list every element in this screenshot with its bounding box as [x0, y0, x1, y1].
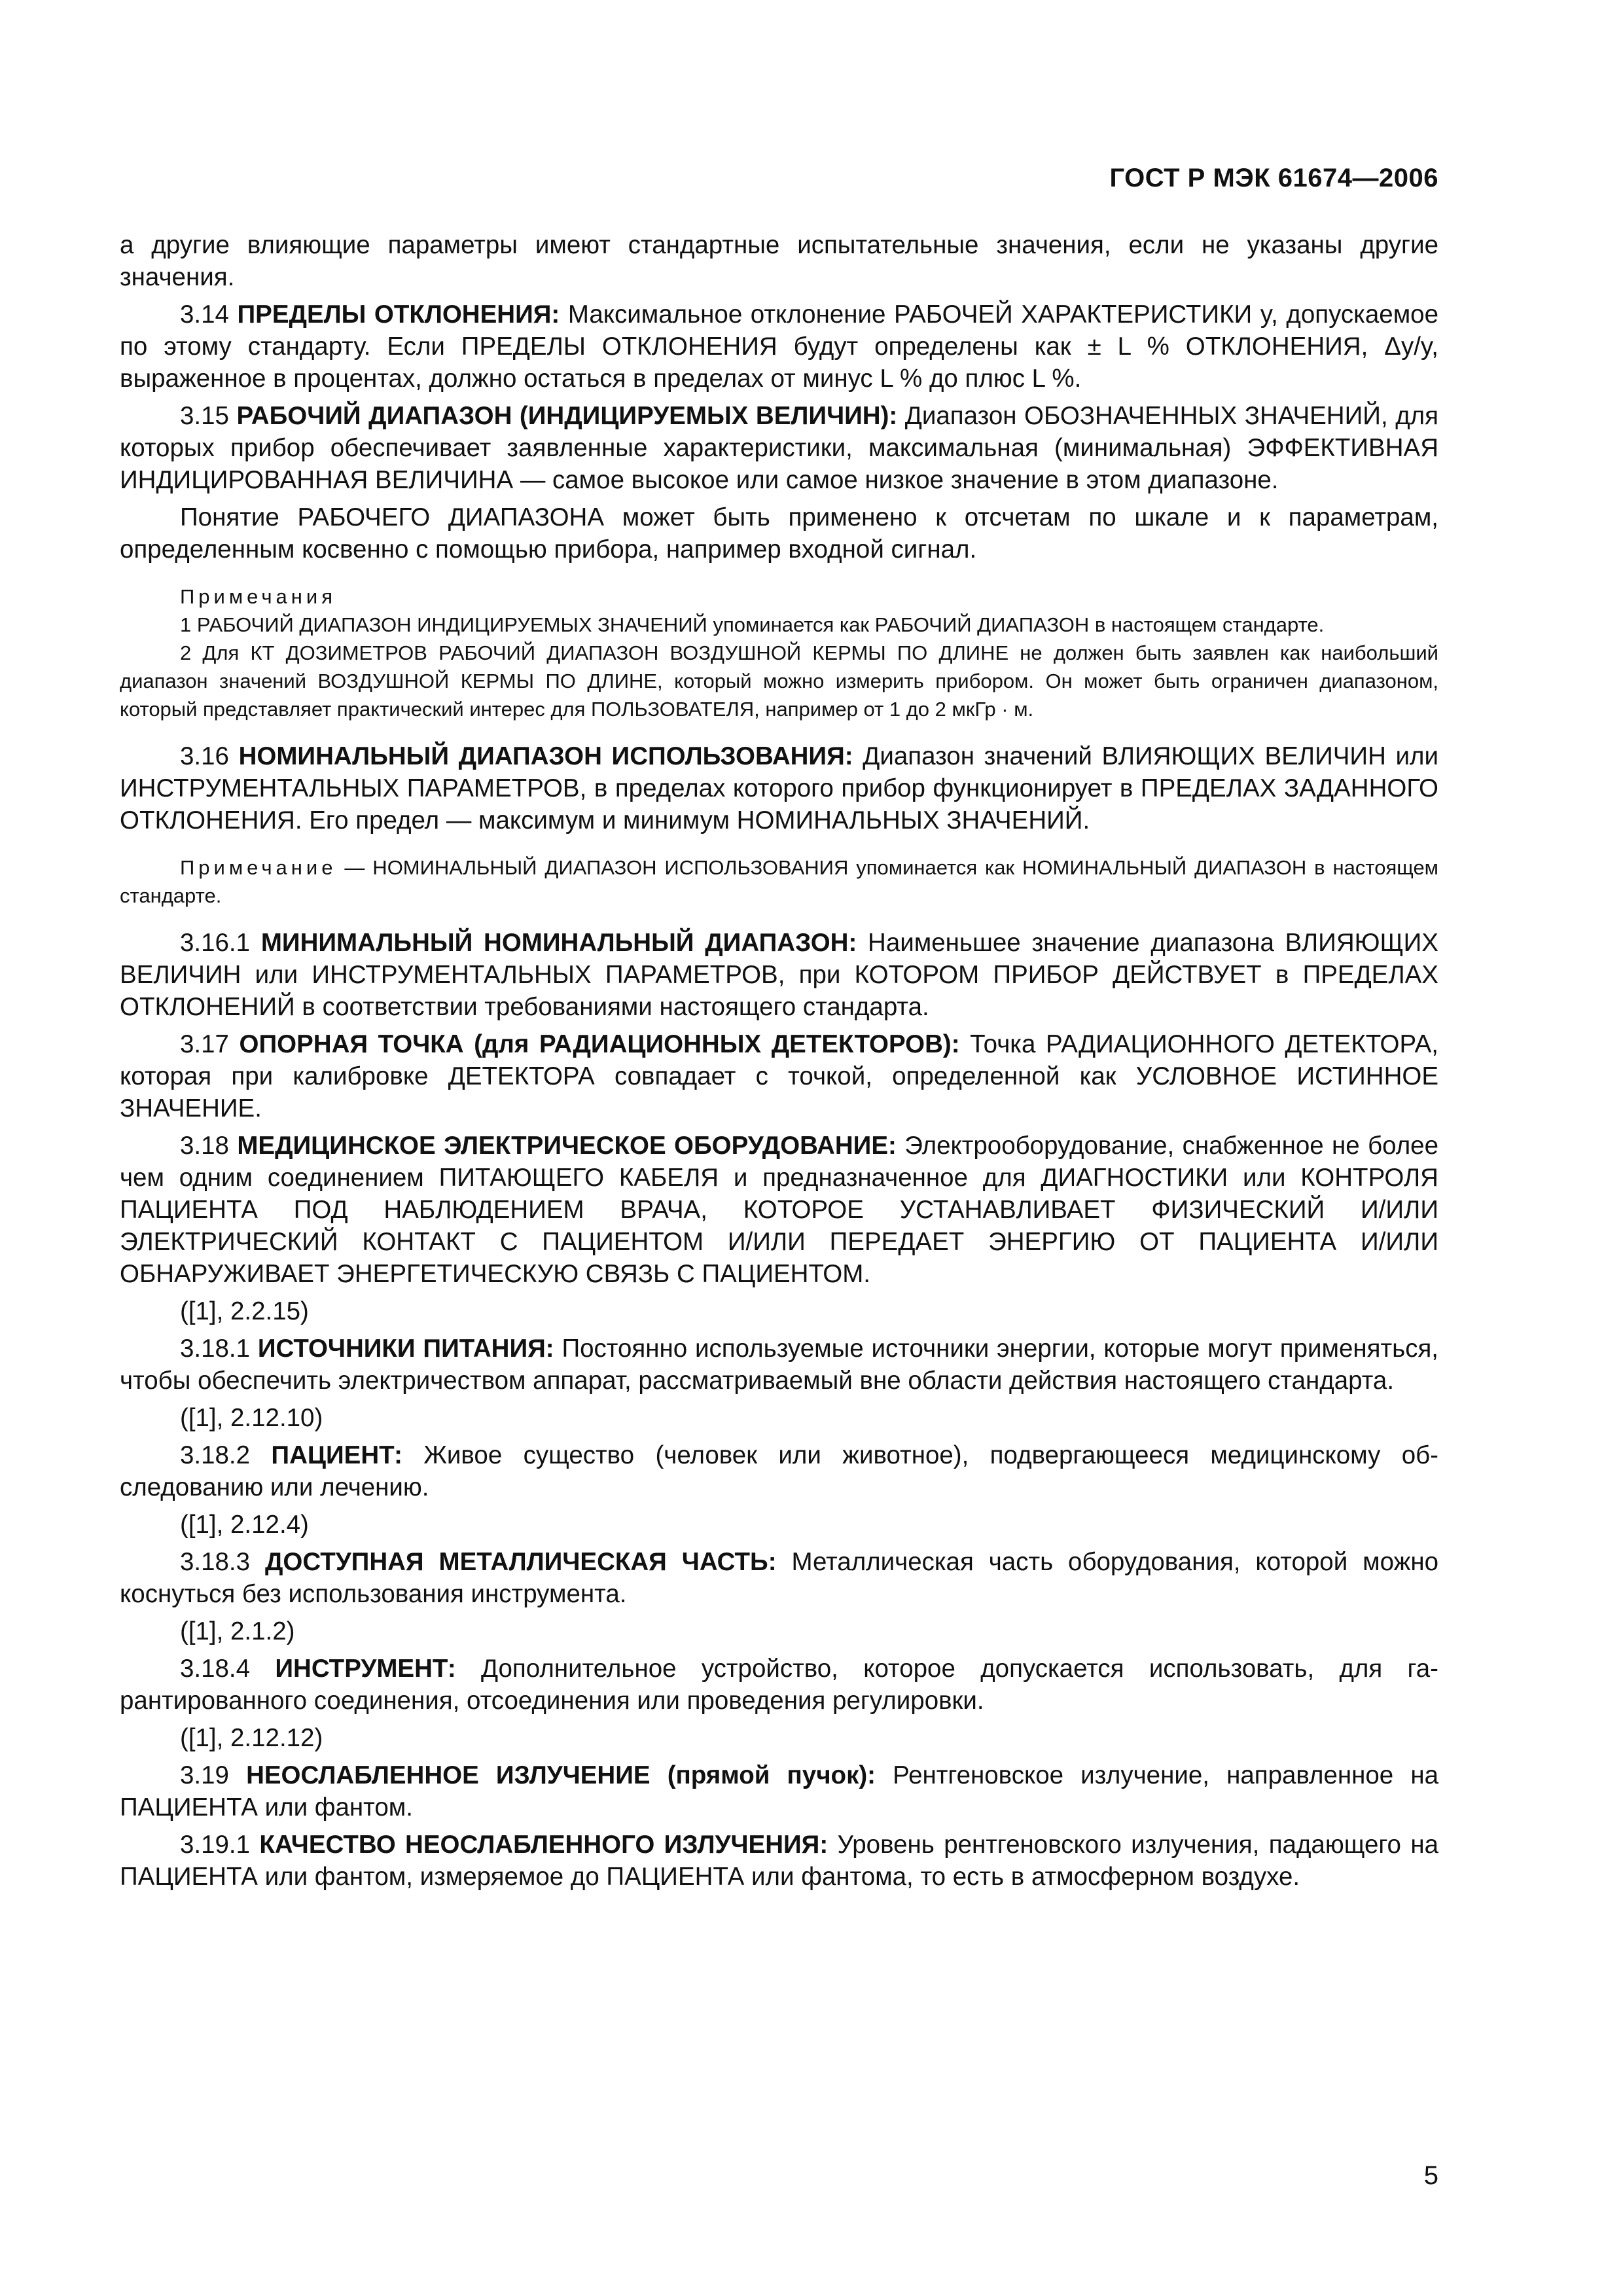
clause-3-18-1 [120, 1333, 1438, 1397]
clause-3-19 [120, 1759, 1438, 1823]
reference: ([1], 2.12.10) [180, 1404, 323, 1432]
clause-text: Металлическая часть оборудования, которой можно коснуться без использования инструмента. [120, 1548, 1439, 1608]
clause-term: ИСТОЧНИКИ ПИТАНИЯ: [257, 1335, 554, 1363]
clause-number: 3.18.1 [180, 1335, 258, 1363]
clause-3-16 [120, 740, 1438, 836]
clause-term: ПРЕДЕЛЫ ОТКЛОНЕНИЯ: [237, 300, 560, 329]
clause-number: 3.17 [180, 1030, 240, 1058]
clause-text: Максимальное отклонение РАБОЧЕЙ ХАРАКТЕРИСТИКИ y, допускаемое по этому стандарту. Если ПРЕДЕЛЫ ОТКЛОНЕНИЯ будут определены как ± L % ОТКЛОНЕНИЯ, Δy/y, выраженное в процентах, должно остаться в пределах от минус L % до плюс L %. [120, 300, 1438, 393]
page-content [120, 229, 1438, 1893]
clause-text: Электрооборудование, снабженное не более чем одним соединением ПИТАЮЩЕГО КАБЕЛЯ и предназначенное для ДИАГНОСТИКИ или КОНТРОЛЯ ПАЦИЕНТА ПОД НАБЛЮДЕНИЕМ ВРАЧА, КОТОРОЕ УСТАНАВЛИВАЕТ ФИЗИЧЕСКИЙ И/ИЛИ ЭЛЕКТРИЧЕСКИЙ КОНТАКТ С ПАЦИЕНТОМ И/ИЛИ ПЕРЕДАЕТ ЭНЕРГИЮ ОТ ПАЦИЕНТА И/ИЛИ ОБНАРУЖИВАЕТ ЭНЕРГЕТИЧЕСКУЮ СВЯЗЬ С ПАЦИЕНТОМ. [120, 1132, 1438, 1288]
reference: ([1], 2.12.12) [180, 1724, 323, 1752]
clause-text: Рентгеновское излучение, направленное на ПАЦИЕНТА или фантом. [120, 1761, 1438, 1821]
clause-term: НЕОСЛАБЛЕННОЕ ИЗЛУЧЕНИЕ (прямой пучок): [246, 1761, 876, 1789]
page-number: 5 [1423, 2161, 1438, 2190]
clause-3-18-2 [120, 1439, 1438, 1503]
clause-3-18-4 [120, 1653, 1438, 1717]
clause-number: 3.19.1 [180, 1831, 260, 1859]
clause-3-16-1 [120, 927, 1438, 1023]
paragraph-continuation: а другие влияющие параметры имеют стандартные испытательные значения, если не указаны другие значения. [120, 231, 1438, 291]
note-heading: Примечание [180, 856, 337, 879]
clause-text: Постоянно используемые источники энергии, которые могут применяться, чтобы обеспечить электричеством аппарат, рассматриваемый вне области действия настоящего стандарта. [120, 1335, 1438, 1395]
note-text: — НОМИНАЛЬНЫЙ ДИАПАЗОН ИСПОЛЬЗОВАНИЯ упоминается как НОМИНАЛЬНЫЙ ДИАПАЗОН в настоящем стандарте. [120, 856, 1438, 907]
clause-3-14 [120, 298, 1438, 395]
clause-term: ОПОРНАЯ ТОЧКА (для РАДИАЦИОННЫХ ДЕТЕКТОРОВ): [239, 1030, 960, 1058]
reference: ([1], 2.1.2) [180, 1617, 295, 1645]
notes-heading: Примечания [180, 585, 336, 608]
reference: ([1], 2.2.15) [180, 1297, 309, 1325]
reference: ([1], 2.12.4) [180, 1511, 309, 1539]
clause-text: Диапазон значений ВЛИЯЮЩИХ ВЕЛИЧИН или ИНСТРУМЕНТАЛЬНЫХ ПАРАМЕТРОВ, в пределах которого прибор функционирует в ПРЕДЕЛАХ ЗАДАННОГО ОТКЛОНЕНИЯ. Его предел — максимум и минимум НОМИНАЛЬНЫХ ЗНАЧЕНИЙ. [120, 742, 1438, 834]
clause-term: КАЧЕСТВО НЕОСЛАБЛЕННОГО ИЗЛУЧЕНИЯ: [259, 1831, 829, 1859]
clause-term: МИНИМАЛЬНЫЙ НОМИНАЛЬНЫЙ ДИАПАЗОН: [260, 929, 857, 957]
clause-term: ДОСТУПНАЯ МЕТАЛЛИЧЕСКАЯ ЧАСТЬ: [264, 1548, 777, 1576]
clause-text: Диапазон ОБОЗНАЧЕННЫХ ЗНАЧЕНИЙ, для которых прибор обеспечивает заявленные характеристики, максимальная (минимальная) ЭФФЕКТИВНАЯ ИНДИЦИРОВАННАЯ ВЕЛИЧИНА — самое высокое или самое низкое значение в этом диапазоне. [120, 402, 1438, 494]
clause-term: ПАЦИЕНТ: [271, 1441, 402, 1469]
clause-term: РАБОЧИЙ ДИАПАЗОН (ИНДИЦИРУЕМЫХ ВЕЛИЧИН): [236, 402, 898, 430]
clause-text: Живое существо (человек или животное), подвергающееся медицинскому обследованию или лечению. [120, 1441, 1438, 1501]
clause-number: 3.18.3 [180, 1548, 265, 1576]
clause-3-19-1 [120, 1829, 1438, 1893]
clause-number: 3.18.4 [180, 1655, 276, 1683]
clause-text: Наименьшее значение диапазона ВЛИЯЮЩИХ ВЕЛИЧИН или ИНСТРУМЕНТАЛЬНЫХ ПАРАМЕТРОВ, при КОТОРОМ ПРИБОР ДЕЙСТВУЕТ в ПРЕДЕЛАХ ОТКЛОНЕНИЙ в соответствии требованиями настоящего стандарта. [120, 929, 1438, 1021]
clause-number: 3.18.2 [180, 1441, 272, 1469]
clause-3-18-3 [120, 1546, 1438, 1610]
note-3-16 [120, 853, 1438, 910]
clause-text: Уровень рентгеновского излучения, падающего на ПАЦИЕНТА или фантом, измеряемое до ПАЦИЕНТА или фантома, то есть в атмосферном воздухе. [120, 1831, 1438, 1891]
clause-term: МЕДИЦИНСКОЕ ЭЛЕКТРИЧЕСКОЕ ОБОРУДОВАНИЕ: [237, 1132, 897, 1160]
clause-number: 3.15 [180, 402, 237, 430]
clause-number: 3.16 [180, 742, 239, 770]
clause-3-17 [120, 1028, 1438, 1124]
clause-text: Дополнительное устройство, которое допускается использовать, для гарантированного соединения, отсоединения или проведения регулировки. [120, 1655, 1438, 1715]
clause-text: Точка РАДИАЦИОННОГО ДЕТЕКТОРА, которая при калибровке ДЕТЕКТОРА совпадает с точкой, определенной как УСЛОВНОЕ ИСТИННОЕ ЗНАЧЕНИЕ. [120, 1030, 1438, 1122]
note-1: 1 РАБОЧИЙ ДИАПАЗОН ИНДИЦИРУЕМЫХ ЗНАЧЕНИЙ упоминается как РАБОЧИЙ ДИАПАЗОН в настоящем стандарте. [180, 613, 1325, 636]
clause-3-15-paragraph: Понятие РАБОЧЕГО ДИАПАЗОНА может быть применено к отсчетам по шкале и к параметрам, определенным косвенно с помощью прибора, например входной сигнал. [120, 503, 1438, 564]
clause-3-18 [120, 1130, 1438, 1290]
note-2: 2 Для КТ ДОЗИМЕТРОВ РАБОЧИЙ ДИАПАЗОН ВОЗДУШНОЙ КЕРМЫ ПО ДЛИНЕ не должен быть заявлен как наибольший диапазон значений ВОЗДУШНОЙ КЕРМЫ ПО ДЛИНЕ, который можно измерить прибором. Он может быть ограничен диапазоном, который представляет практический интерес для ПОЛЬЗОВАТЕЛЯ, например от 1 до 2 мкГр · м. [120, 641, 1438, 721]
clause-number: 3.18 [180, 1132, 238, 1160]
clause-3-15 [120, 400, 1438, 496]
clause-number: 3.19 [180, 1761, 247, 1789]
clause-term: НОМИНАЛЬНЫЙ ДИАПАЗОН ИСПОЛЬЗОВАНИЯ: [238, 742, 853, 770]
standard-header: ГОСТ Р МЭК 61674—2006 [1109, 164, 1438, 192]
clause-number: 3.16.1 [180, 929, 261, 957]
clause-number: 3.14 [180, 300, 238, 329]
clause-term: ИНСТРУМЕНТ: [275, 1655, 456, 1683]
